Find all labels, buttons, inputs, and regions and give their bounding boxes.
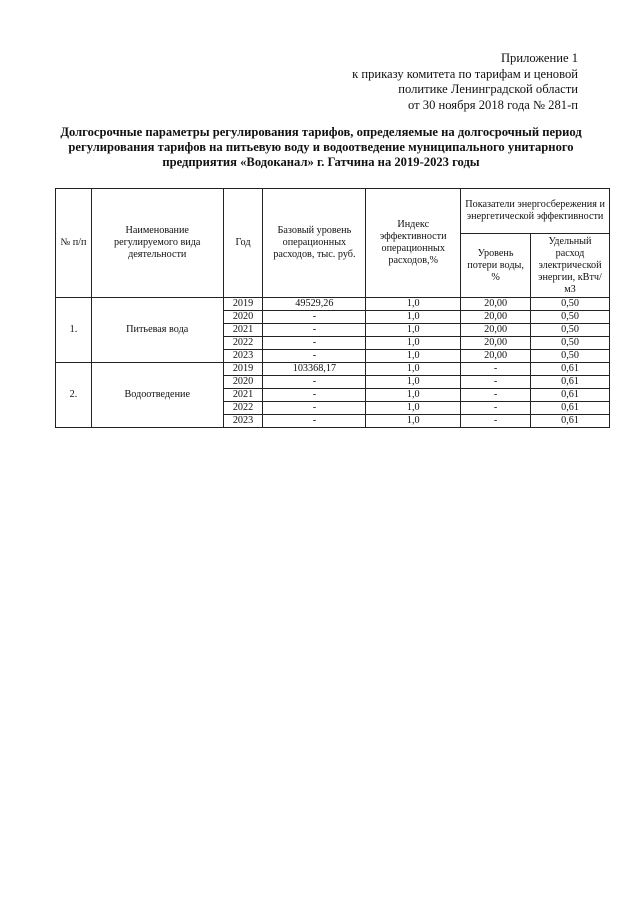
year-cell: 2021 <box>223 324 263 337</box>
base-expenses-cell: - <box>263 324 366 337</box>
base-expenses-cell: - <box>263 376 366 389</box>
title-line: регулирования тарифов на питьевую воду и водоотведение муниципального унитарного <box>68 140 574 155</box>
base-expenses-cell: - <box>263 389 366 402</box>
efficiency-index-cell: 1,0 <box>366 402 461 415</box>
base-expenses-cell: - <box>263 402 366 415</box>
header-specific-consumption: Удельный расход электрической энергии, кВтч/м3 <box>531 234 610 298</box>
base-expenses-cell: - <box>263 350 366 363</box>
efficiency-index-cell: 1,0 <box>366 350 461 363</box>
specific-consumption-cell: 0,50 <box>531 324 610 337</box>
efficiency-index-cell: 1,0 <box>366 337 461 350</box>
base-expenses-cell: 103368,17 <box>263 363 366 376</box>
water-loss-cell: 20,00 <box>461 337 531 350</box>
efficiency-index-cell: 1,0 <box>366 324 461 337</box>
year-cell: 2023 <box>223 415 263 428</box>
water-loss-cell: 20,00 <box>461 298 531 311</box>
appendix-line: Приложение 1 <box>500 51 578 65</box>
appendix-line: политике Ленинградской области <box>398 82 578 96</box>
efficiency-index-cell: 1,0 <box>366 415 461 428</box>
year-cell: 2019 <box>223 363 263 376</box>
document-title <box>40 125 602 171</box>
title-line: предприятия «Водоканал» г. Гатчина на 2019-2023 годы <box>162 155 480 170</box>
specific-consumption-cell: 0,61 <box>531 363 610 376</box>
efficiency-index-cell: 1,0 <box>366 376 461 389</box>
specific-consumption-cell: 0,61 <box>531 415 610 428</box>
efficiency-index-cell: 1,0 <box>366 389 461 402</box>
year-cell: 2019 <box>223 298 263 311</box>
header-year: Год <box>223 189 263 298</box>
table-row <box>56 363 610 376</box>
water-loss-cell: - <box>461 415 531 428</box>
water-loss-cell: 20,00 <box>461 311 531 324</box>
header-energy-indicators: Показатели энергосбережения и энергетической эффективности <box>461 189 610 234</box>
water-loss-cell: - <box>461 389 531 402</box>
table-row <box>56 298 610 311</box>
appendix-line: от 30 ноября 2018 года № 281-п <box>407 97 578 112</box>
specific-consumption-cell: 0,50 <box>531 337 610 350</box>
water-loss-cell: 20,00 <box>461 324 531 337</box>
water-loss-cell: - <box>461 363 531 376</box>
water-loss-cell: - <box>461 402 531 415</box>
tariff-parameters-table <box>55 188 610 428</box>
appendix-header <box>318 51 578 113</box>
activity-name-cell: Водоотведение <box>91 363 223 428</box>
year-cell: 2020 <box>223 376 263 389</box>
year-cell: 2022 <box>223 402 263 415</box>
appendix-line: к приказу комитета по тарифам и ценовой <box>352 66 578 81</box>
specific-consumption-cell: 0,61 <box>531 389 610 402</box>
row-number-cell: 2. <box>56 363 92 428</box>
header-base-expenses: Базовый уровень операционных расходов, тыс. руб. <box>263 189 366 298</box>
base-expenses-cell: 49529,26 <box>263 298 366 311</box>
specific-consumption-cell: 0,61 <box>531 402 610 415</box>
specific-consumption-cell: 0,61 <box>531 376 610 389</box>
header-activity-name: Наименование регулируемого вида деятельности <box>91 189 223 298</box>
water-loss-cell: - <box>461 376 531 389</box>
year-cell: 2020 <box>223 311 263 324</box>
water-loss-cell: 20,00 <box>461 350 531 363</box>
efficiency-index-cell: 1,0 <box>366 298 461 311</box>
specific-consumption-cell: 0,50 <box>531 298 610 311</box>
efficiency-index-cell: 1,0 <box>366 311 461 324</box>
year-cell: 2021 <box>223 389 263 402</box>
table-body <box>56 298 610 428</box>
title-line: Долгосрочные параметры регулирования тарифов, определяемые на долгосрочный период <box>60 125 582 139</box>
base-expenses-cell: - <box>263 311 366 324</box>
year-cell: 2022 <box>223 337 263 350</box>
header-efficiency-index: Индекс эффективности операционных расходов,% <box>366 189 461 298</box>
base-expenses-cell: - <box>263 337 366 350</box>
header-water-loss: Уровень потери воды, % <box>461 234 531 298</box>
row-number-cell: 1. <box>56 298 92 363</box>
specific-consumption-cell: 0,50 <box>531 350 610 363</box>
base-expenses-cell: - <box>263 415 366 428</box>
specific-consumption-cell: 0,50 <box>531 311 610 324</box>
header-num: № п/п <box>56 189 92 298</box>
year-cell: 2023 <box>223 350 263 363</box>
activity-name-cell: Питьевая вода <box>91 298 223 363</box>
efficiency-index-cell: 1,0 <box>366 363 461 376</box>
